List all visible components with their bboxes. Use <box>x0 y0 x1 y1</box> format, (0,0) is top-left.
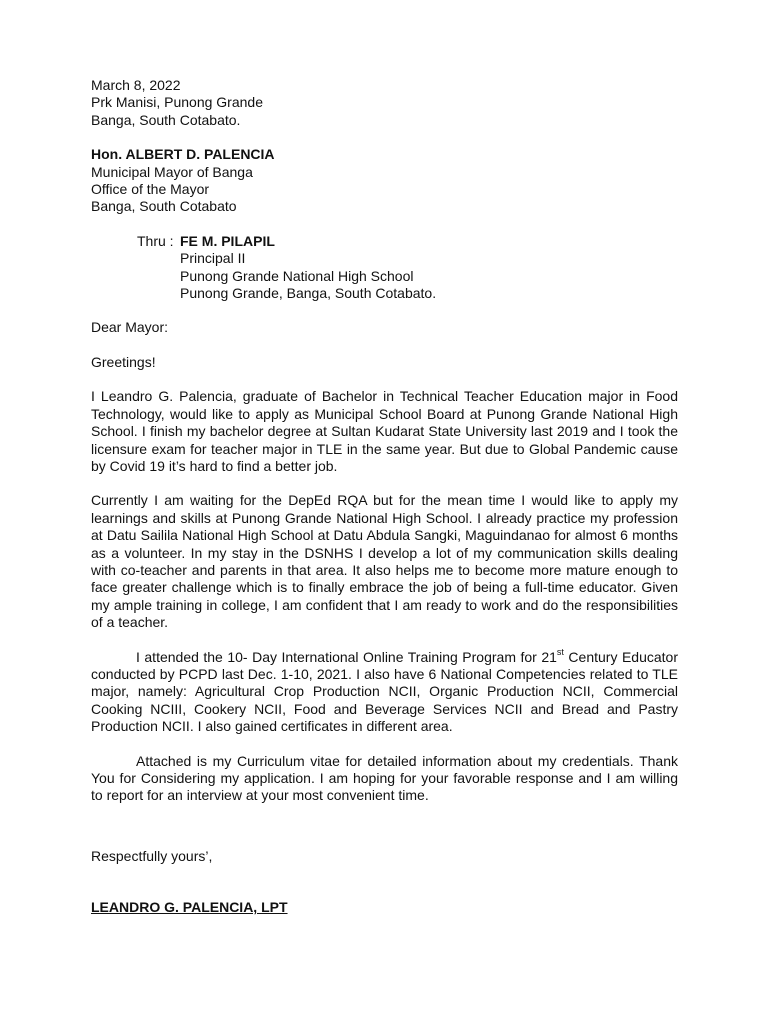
salutation: Dear Mayor: <box>91 319 169 336</box>
thru-label: Thru : <box>137 232 174 249</box>
thru-address: Punong Grande, Banga, South Cotabato. <box>180 285 437 302</box>
thru-position: Principal II <box>180 250 246 267</box>
letter-page <box>91 77 678 917</box>
thru-school: Punong Grande National High School <box>180 267 414 284</box>
thru-name: FE M. PILAPIL <box>180 232 275 249</box>
sender-address-line-1: Prk Manisi, Punong Grande <box>91 94 263 111</box>
sender-header <box>91 77 678 129</box>
body-paragraph-1: I Leandro G. Palencia, graduate of Bachelor in Technical Teacher Education major in Food Technology, would like to apply as Municipal School Board at Punong Grande National High School. I finish my bachelor degree at Sultan Kudarat State University last 2019 and I took the licensure exam for teacher major in TLE in the same year. But due to Global Pandemic cause by Covid 19 it’s hard to find a better job. <box>91 388 678 474</box>
sender-address-line-2: Banga, South Cotabato. <box>91 111 241 128</box>
ordinal-superscript: st <box>556 646 564 657</box>
letter-date: March 8, 2022 <box>91 77 181 93</box>
greeting: Greetings! <box>91 353 156 370</box>
recipient-name: Hon. ALBERT D. PALENCIA <box>91 146 275 163</box>
recipient-location: Banga, South Cotabato <box>91 198 237 215</box>
closing: Respectfully yours’, <box>91 847 213 864</box>
paragraph-3-text-end: Century Educator conducted by PCPD last Dec. 1-10, 2021. I also have 6 National Competencies related to TLE major, namely: Agricultural Crop Production NCII, Organic Production NCII, Commercial Cooking NCIII, Cookery NCII, Food and Beverage Services NCII and Bread and Pastry Production NCII. I also gained certificates in different area. <box>91 648 678 735</box>
body-paragraph-2: Currently I am waiting for the DepEd RQA but for the mean time I would like to apply my learnings and skills at Punong Grande National High School. I already practice my profession at Datu Sailila National High School at Datu Abdula Sangki, Maguindanao for almost 6 months as a volunteer. In my stay in the DSNHS I develop a lot of my communication skills dealing with co-teacher and parents in that area. It also helps me to become more mature enough to face greater challenge which is to finally embrace the job of being a full-time educator. Given my ample training in college, I am confident that I am ready to work and do the responsibilities of a teacher. <box>91 492 678 631</box>
recipient-title: Municipal Mayor of Banga <box>91 163 253 180</box>
recipient-block <box>91 146 678 216</box>
body-paragraph-3 <box>91 646 678 736</box>
body-paragraph-4: Attached is my Curriculum vitae for detailed information about my credentials. Thank You for Considering my application. I am hoping for your favorable response and I am willing to report for an interview at your most convenient time. <box>91 752 678 804</box>
paragraph-3-text-start: I attended the 10- Day International Online Training Program for 21 <box>136 648 557 665</box>
recipient-office: Office of the Mayor <box>91 181 210 198</box>
signature-name: LEANDRO G. PALENCIA, LPT <box>91 899 288 916</box>
thru-block <box>137 233 678 303</box>
